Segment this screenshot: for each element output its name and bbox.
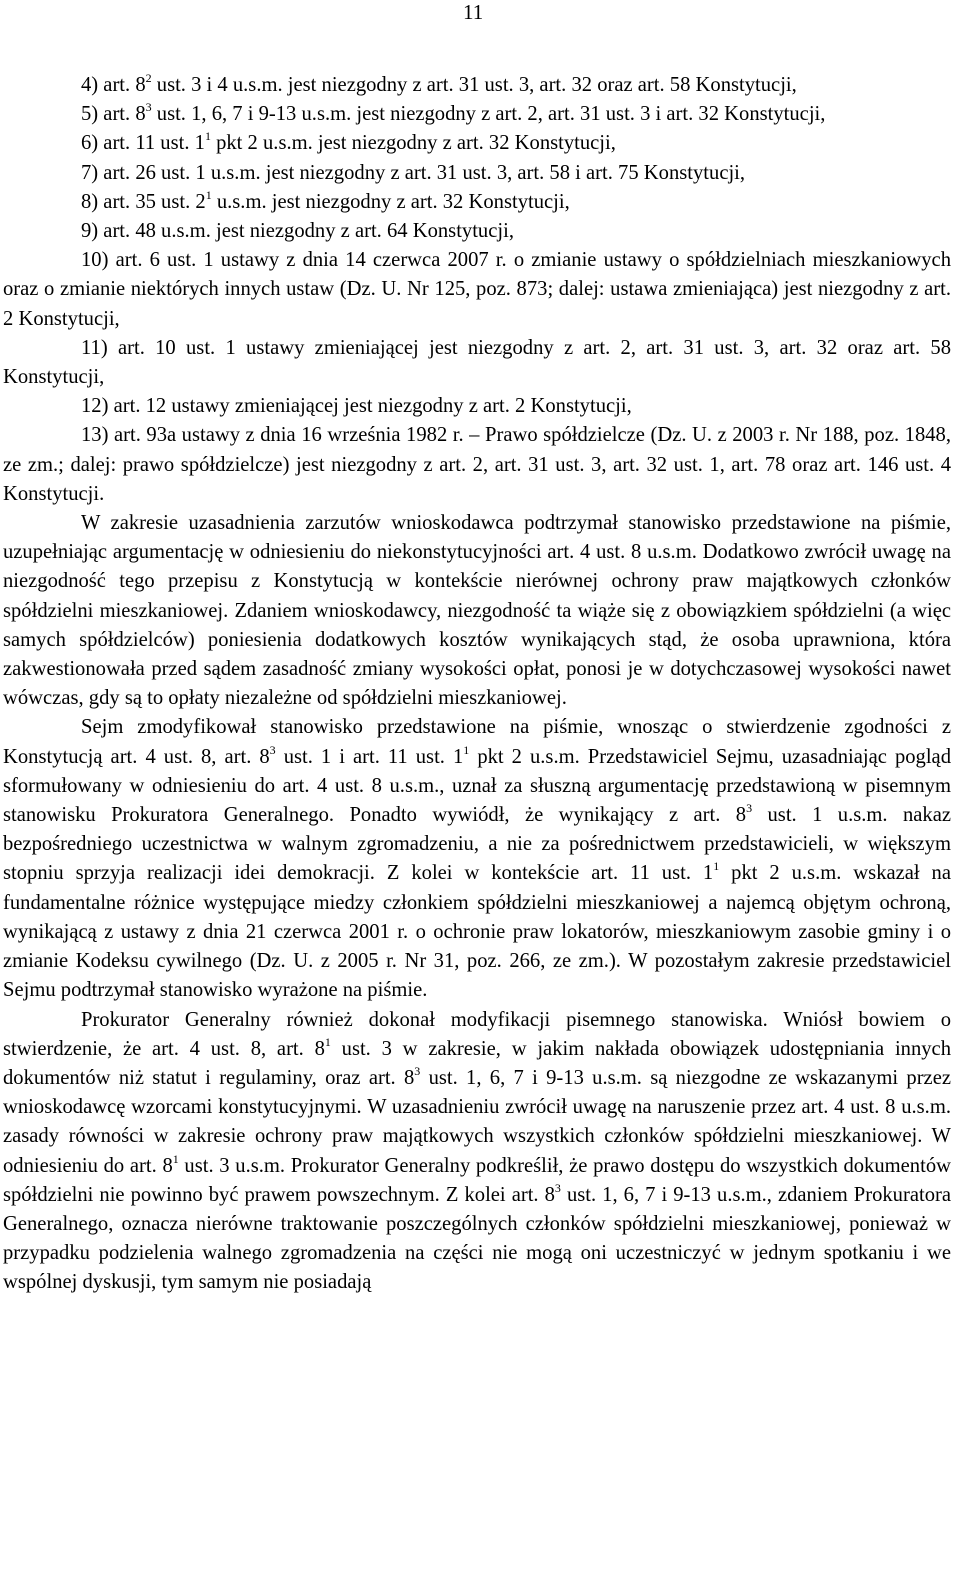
- paragraph: [3, 217, 951, 246]
- paragraph: [3, 159, 951, 188]
- paragraph: [3, 71, 951, 100]
- paragraph-text: pkt 2 u.s.m. Przedstawiciel Sejmu, uzasadniając pogląd sformułowany w odniesieniu do art. 4 ust. 8 u.s.m., uznał za słuszną argumentację przedstawioną w pisemnym stanowisku Prokuratora Generalnego. Ponadto wywiódł, że wynikający z art. 8: [3, 745, 951, 827]
- page-number: 11: [463, 0, 484, 24]
- paragraph: [3, 392, 951, 421]
- paragraph: [3, 713, 951, 1005]
- superscript: 1: [172, 1151, 179, 1166]
- paragraph-text: 5) art. 8: [81, 103, 146, 126]
- superscript: 1: [463, 742, 470, 757]
- superscript: 3: [269, 742, 276, 757]
- paragraph: [3, 188, 951, 217]
- paragraph-text: 10) art. 6 ust. 1 ustawy z dnia 14 czerwca 2007 r. o zmianie ustawy o spółdzielniach mieszkaniowych oraz o zmianie niektórych innych ustaw (Dz. U. Nr 125, poz. 873; dalej: ustawa zmieniająca) jest niezgodny z art. 2 Konstytucji,: [3, 249, 951, 330]
- paragraph: [3, 129, 951, 158]
- paragraph-text: ust. 1, 6, 7 i 9-13 u.s.m., zdaniem Prokuratora Generalnego, oznacza nierówne traktowanie poszczególnych członków spółdzielni mieszkaniowej, ponieważ w przypadku podzielenia walnego zgromadzenia na części nie mogą oni uczestniczyć w jednym spotkaniu i we wspólnej dyskusji, tym samym nie posiadają: [3, 1183, 951, 1294]
- paragraph: [3, 1006, 951, 1298]
- paragraph-text: W zakresie uzasadnienia zarzutów wnioskodawca podtrzymał stanowisko przedstawione na piśmie, uzupełniając argumentację w odniesieniu do niekonstytucyjności art. 4 ust. 8 u.s.m. Dodatkowo zwrócił uwagę na niezgodność tego przepisu z Konstytucją w kontekście nierównej ochrony praw majątkowych członków spółdzielni mieszkaniowej. Zdaniem wnioskodawcy, niezgodność ta wiąże się z obowiązkiem spółdzielni (a więc samych spółdzielców) poniesienia dodatkowych kosztów wynikających stąd, że osoba uprawniona, która zakwestionowała przed sądem zasadność zmiany wysokości opłat, ponosi je w dotychczasowej wysokości nawet wówczas, gdy są to opłaty niezależne od spółdzielni mieszkaniowej.: [3, 512, 951, 710]
- paragraph-text: 9) art. 48 u.s.m. jest niezgodny z art. 64 Konstytucji,: [81, 220, 514, 243]
- paragraph-text: ust. 1 u.s.m. nakaz bezpośredniego uczestnictwa w walnym zgromadzeniu, a nie za pośrednictwem przedstawicieli, w większym stopniu sprzyja realizacji idei demokracji. Z kolei w kontekście art. 11 ust. 1: [3, 804, 951, 885]
- paragraph-text: 11) art. 10 ust. 1 ustawy zmieniającej jest niezgodny z art. 2, art. 31 ust. 3, art. 32 oraz art. 58 Konstytucji,: [3, 336, 951, 389]
- paragraph-text: 6) art. 11 ust. 1: [81, 132, 205, 155]
- superscript: 3: [414, 1063, 421, 1078]
- paragraph-text: ust. 3 i 4 u.s.m. jest niezgodny z art. 31 ust. 3, art. 32 oraz art. 58 Konstytucji,: [151, 74, 797, 96]
- paragraph-text: u.s.m. jest niezgodny z art. 32 Konstytucji,: [211, 190, 570, 213]
- paragraph-text: 4) art. 8: [81, 74, 146, 96]
- paragraph-text: Prokurator Generalny również dokonał modyfikacji pisemnego stanowiska. Wniósł bowiem o stwierdzenie, że art. 4 ust. 8, art. 8: [3, 1008, 951, 1060]
- paragraph-text: ust. 1, 6, 7 i 9-13 u.s.m. jest niezgodny z art. 2, art. 31 ust. 3 i art. 32 Konstytucji,: [151, 103, 826, 126]
- paragraph-text: ust. 1 i art. 11 ust. 1: [275, 745, 464, 768]
- document-body: [3, 71, 951, 1298]
- paragraph: [3, 246, 951, 334]
- paragraph-text: pkt 2 u.s.m. jest niezgodny z art. 32 Konstytucji,: [210, 132, 616, 155]
- paragraph: [3, 100, 951, 129]
- paragraph-text: 7) art. 26 ust. 1 u.s.m. jest niezgodny z art. 31 ust. 3, art. 58 i art. 75 Konstytucji,: [81, 161, 746, 184]
- superscript: 3: [746, 801, 753, 816]
- paragraph: [3, 334, 951, 392]
- paragraph-text: ust. 3 u.s.m. Prokurator Generalny podkreślił, że prawo dostępu do wszystkich dokumentów spółdzielni nie powinno być prawem powszechnym. Z kolei art. 8: [3, 1154, 951, 1206]
- superscript: 1: [205, 187, 212, 202]
- superscript: 2: [145, 71, 152, 85]
- paragraph-text: pkt 2 u.s.m. wskazał na fundamentalne różnice występujące miedzy członkiem spółdzielni mieszkaniowej a najemcą objętym ochroną, wynikającą z ustawy z dnia 21 czerwca 2001 r. o ochronie praw lokatorów, mieszkaniowym zasobie gminy i o zmianie Kodeksu cywilnego (Dz. U. z 2005 r. Nr 31, poz. 266, ze zm.). W pozostałym zakresie przedstawiciel Sejmu podtrzymał stanowisko wyrażone na piśmie.: [3, 862, 951, 1002]
- paragraph-text: Sejm zmodyfikował stanowisko przedstawione na piśmie, wnosząc o stwierdzenie zgodności z Konstytucją art. 4 ust. 8, art. 8: [3, 716, 951, 768]
- paragraph-text: ust. 3 w zakresie, w jakim nakłada obowiązek udostępniania innych dokumentów niż statut i regulaminy, oraz art. 8: [3, 1037, 951, 1089]
- paragraph-text: 13) art. 93a ustawy z dnia 16 września 1982 r. – Prawo spółdzielcze (Dz. U. z 2003 r. Nr 188, poz. 1848, ze zm.; dalej: prawo spółdzielcze) jest niezgodny z art. 2, art. 31 ust. 3, art. 32 ust. 1, art. 78 oraz art. 146 ust. 4 Konstytucji.: [3, 424, 951, 505]
- superscript: 3: [554, 1180, 561, 1195]
- superscript: 1: [324, 1034, 331, 1049]
- paragraph-text: 12) art. 12 ustawy zmieniającej jest niezgodny z art. 2 Konstytucji,: [81, 395, 632, 418]
- paragraph-text: 8) art. 35 ust. 2: [81, 190, 206, 213]
- superscript: 1: [204, 129, 211, 144]
- superscript: 3: [145, 100, 152, 115]
- superscript: 1: [713, 859, 720, 874]
- paragraph-text: ust. 1, 6, 7 i 9-13 u.s.m. są niezgodne ze wskazanymi przez wnioskodawcę wzorcami konstytucyjnymi. W uzasadnieniu zwrócił uwagę na naruszenie przez art. 4 ust. 8 u.s.m. zasady równości w zakresie ochrony praw majątkowych wszystkich członków spółdzielni mieszkaniowej. W odniesieniu do art. 8: [3, 1066, 951, 1177]
- paragraph: [3, 421, 951, 509]
- paragraph: [3, 509, 951, 713]
